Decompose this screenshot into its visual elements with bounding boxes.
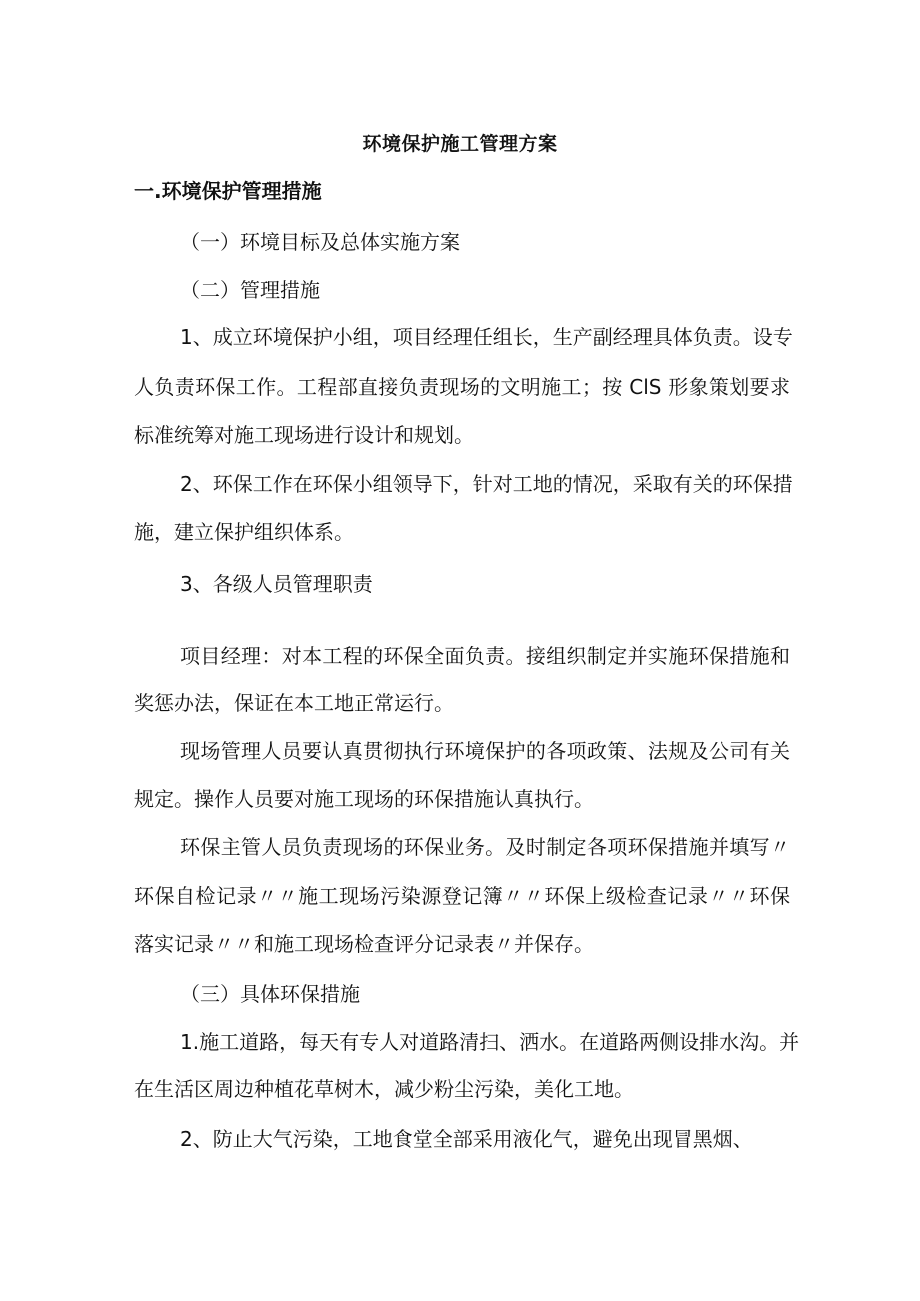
paragraph-6-line-3: 落实记录〃〃和施工现场检查评分记录表〃并保存。 [134, 932, 594, 956]
paragraph-6-line-2: 环保自检记录〃〃施工现场污染源登记簿〃〃环保上级检查记录〃〃环保 [134, 884, 790, 908]
paragraph-4-line-1: 项目经理：对本工程的环保全面负责。接组织制定并实施环保措施和 [180, 644, 790, 668]
document-title: 环境保护施工管理方案 [362, 133, 558, 155]
subheading-2: （二）管理措施 [180, 278, 320, 302]
paragraph-8-line-1: 2、防止大气污染，工地食堂全部采用液化气，避免出现冒黑烟、 [180, 1127, 753, 1151]
paragraph-6-line-1: 环保主管人员负责现场的环保业务。及时制定各项环保措施并填写〃 [180, 835, 790, 859]
paragraph-5-line-1: 现场管理人员要认真贯彻执行环境保护的各项政策、法规及公司有关 [180, 739, 790, 763]
paragraph-1-line-2: 人负责环保工作。工程部直接负责现场的文明施工；按 ClS 形象策划要求 [134, 375, 790, 399]
paragraph-2-line-1: 2、环保工作在环保小组领导下，针对工地的情况，采取有关的环保措 [180, 472, 793, 496]
paragraph-1-line-1: 1、成立环境保护小组，项目经理任组长，生产副经理具体负责。设专 [180, 325, 793, 349]
paragraph-2-line-2: 施，建立保护组织体系。 [134, 520, 354, 544]
section-heading-1: 一.环境保护管理措施 [134, 179, 322, 203]
paragraph-7-line-1: 1.施工道路，每天有专人对道路清扫、洒水。在道路两侧设排水沟。并 [180, 1030, 800, 1054]
subheading-3: （三）具体环保措施 [180, 982, 360, 1006]
paragraph-7-line-2: 在生活区周边种植花草树木，减少粉尘污染，美化工地。 [134, 1077, 634, 1101]
paragraph-4-line-2: 奖惩办法，保证在本工地正常运行。 [134, 691, 454, 715]
paragraph-1-line-3: 标准统筹对施工现场进行设计和规划。 [134, 423, 474, 447]
subheading-1: （一）环境目标及总体实施方案 [180, 230, 460, 254]
paragraph-3: 3、各级人员管理职责 [180, 572, 373, 596]
paragraph-5-line-2: 规定。操作人员要对施工现场的环保措施认真执行。 [134, 787, 594, 811]
